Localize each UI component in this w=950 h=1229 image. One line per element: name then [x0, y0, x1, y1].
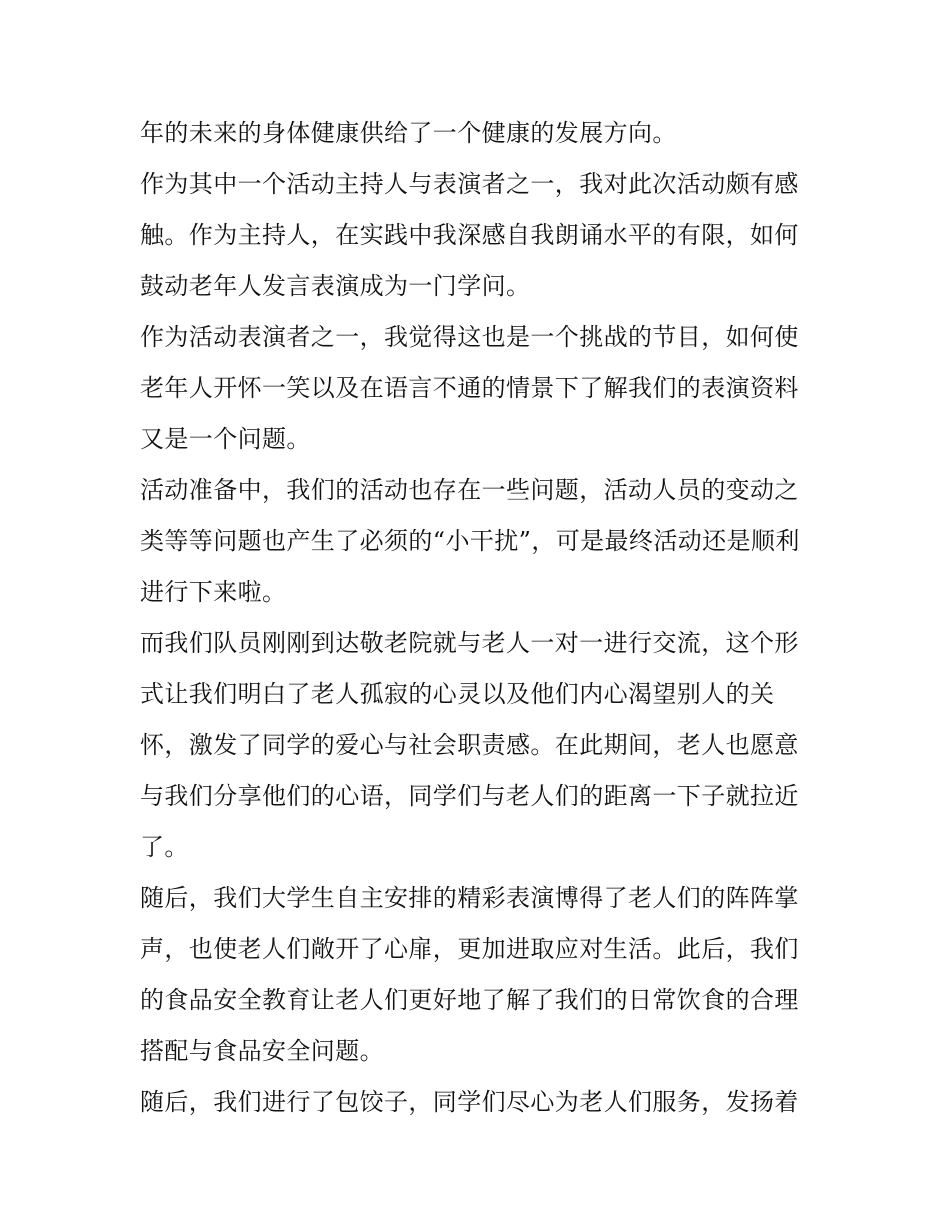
text-line: 触。作为主持人，在实践中我深感自我朗诵水平的有限，如何	[140, 221, 799, 249]
text-line: 类等等问题也产生了必须的“小干扰”，可是最终活动还是顺利	[140, 527, 800, 555]
text-line: 随后，我们进行了包饺子，同学们尽心为老人们服务，发扬着	[140, 1088, 799, 1116]
text-line: 活动准备中，我们的活动也存在一些问题，活动人员的变动之	[140, 476, 799, 504]
body-text	[140, 108, 820, 1128]
text-line: 式让我们明白了老人孤寂的心灵以及他们内心渴望别人的关	[140, 680, 775, 708]
text-line: 的食品安全教育让老人们更好地了解了我们的日常饮食的合理	[140, 986, 799, 1014]
text-line: 随后，我们大学生自主安排的精彩表演博得了老人们的阵阵掌	[140, 884, 799, 912]
text-line: 老年人开怀一笑以及在语言不通的情景下了解我们的表演资料	[140, 374, 799, 402]
text-line: 而我们队员刚刚到达敬老院就与老人一对一进行交流，这个形	[140, 629, 799, 657]
text-line: 声，也使老人们敞开了心扉，更加进取应对生活。此后，我们	[140, 935, 799, 963]
text-line: 又是一个问题。	[140, 425, 311, 453]
text-line: 作为活动表演者之一，我觉得这也是一个挑战的节目，如何使	[140, 323, 799, 351]
text-line: 了。	[140, 833, 189, 861]
text-line: 作为其中一个活动主持人与表演者之一，我对此次活动颇有感	[140, 170, 799, 198]
text-line: 搭配与食品安全问题。	[140, 1037, 384, 1065]
text-line: 年的未来的身体健康供给了一个健康的发展方向。	[140, 119, 677, 147]
text-line: 进行下来啦。	[140, 578, 287, 606]
text-line: 与我们分享他们的心语，同学们与老人们的距离一下子就拉近	[140, 782, 799, 810]
text-line: 怀，激发了同学的爱心与社会职责感。在此期间，老人也愿意	[140, 731, 799, 759]
text-line: 鼓动老年人发言表演成为一门学问。	[140, 272, 531, 300]
